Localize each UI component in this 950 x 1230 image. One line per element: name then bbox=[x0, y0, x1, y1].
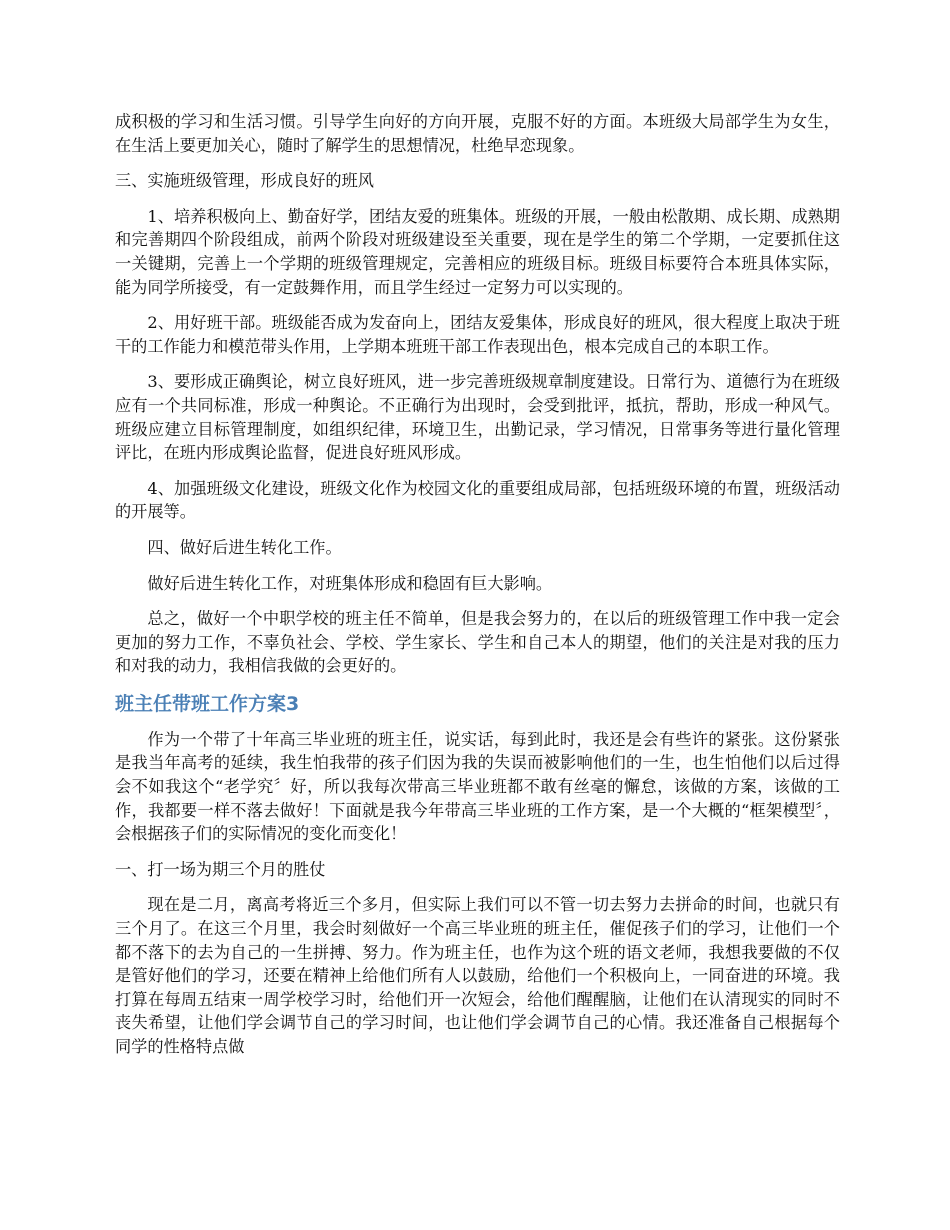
document-body bbox=[115, 110, 840, 1071]
paragraph: 作为一个带了十年高三毕业班的班主任，说实话，每到此时，我还是会有些许的紧张。这份紧张是我当年高考的延续，我生怕我带的孩子们因为我的失误而被影响他们的一生，也生怕他们以后过得会不如我这个“老学究〞好，所以我每次带高三毕业班都不敢有丝毫的懈怠，该做的方案，该做的工作，我都要一样不落去做好！下面就是我今年带高三毕业班的工作方案，是一个大概的“框架模型〞，会根据孩子们的实际情况的变化而变化！ bbox=[115, 729, 840, 844]
paragraph: 1、培养积极向上、勤奋好学，团结友爱的班集体。班级的开展，一般由松散期、成长期、成熟期和完善期四个阶段组成，前两个阶段对班级建设至关重要，现在是学生的第二个学期，一定要抓住这一关键期，完善上一个学期的班级管理规定，完善相应的班级目标。班级目标要符合本班具体实际，能为同学所接受，有一定鼓舞作用，而且学生经过一定努力可以实现的。 bbox=[115, 206, 840, 297]
section-heading: 一、打一场为期三个月的胜仗 bbox=[115, 859, 326, 879]
section-heading: 三、实施班级管理，形成良好的班风 bbox=[115, 171, 374, 191]
paragraph: 3、要形成正确舆论，树立良好班风，进一步完善班级规章制度建设。日常行为、道德行为在班级应有一个共同标准，形成一种舆论。不正确行为出现时，会受到批评，抵抗，帮助，形成一种风气。班级应建立目标管理制度，如组织纪律，环境卫生，出勤记录，学习情况，日常事务等进行量化管理评比，在班内形成舆论监督，促进良好班风形成。 bbox=[115, 372, 840, 463]
paragraph: 总之，做好一个中职学校的班主任不简单，但是我会努力的，在以后的班级管理工作中我一定会更加的努力工作，不辜负社会、学校、学生家长、学生和自己本人的期望，他们的关注是对我的压力和对我的动力，我相信我做的会更好的。 bbox=[115, 609, 840, 676]
paragraph: 做好后进生转化工作，对班集体形成和稳固有巨大影响。 bbox=[147, 573, 553, 593]
section-heading: 四、做好后进生转化工作。 bbox=[147, 537, 342, 557]
paragraph: 2、用好班干部。班级能否成为发奋向上，团结友爱集体，形成良好的班风，很大程度上取决于班干的工作能力和模范带头作用，上学期本班班干部工作表现出色，根本完成自己的本职工作。 bbox=[115, 313, 840, 356]
paragraph: 4、加强班级文化建设，班级文化作为校园文化的重要组成局部，包括班级环境的布置，班级活动的开展等。 bbox=[115, 478, 840, 522]
article-title: 班主任带班工作方案3 bbox=[115, 692, 300, 715]
paragraph: 成积极的学习和生活习惯。引导学生向好的方向开展，克服不好的方面。本班级大局部学生为女生，在生活上要更加关心，随时了解学生的思想情况，杜绝早恋现象。 bbox=[115, 112, 840, 155]
paragraph: 现在是二月，离高考将近三个多月，但实际上我们可以不管一切去努力去拼命的时间，也就只有三个月了。在这三个月里，我会时刻做好一个高三毕业班的班主任，催促孩子们的学习，让他们一个都不落下的去为自己的一生拼搏、努力。作为班主任，也作为这个班的语文老师，我想我要做的不仅是管好他们的学习，还要在精神上给他们所有人以鼓励，给他们一个积极向上，一同奋进的环境。我打算在每周五结束一周学校学习时，给他们开一次短会，给他们醒醒脑，让他们在认清现实的同时不丧失希望，让他们学会调节自己的学习时间，也让他们学会调节自己的心情。我还准备自己根据每个同学的性格特点做 bbox=[115, 895, 840, 1056]
